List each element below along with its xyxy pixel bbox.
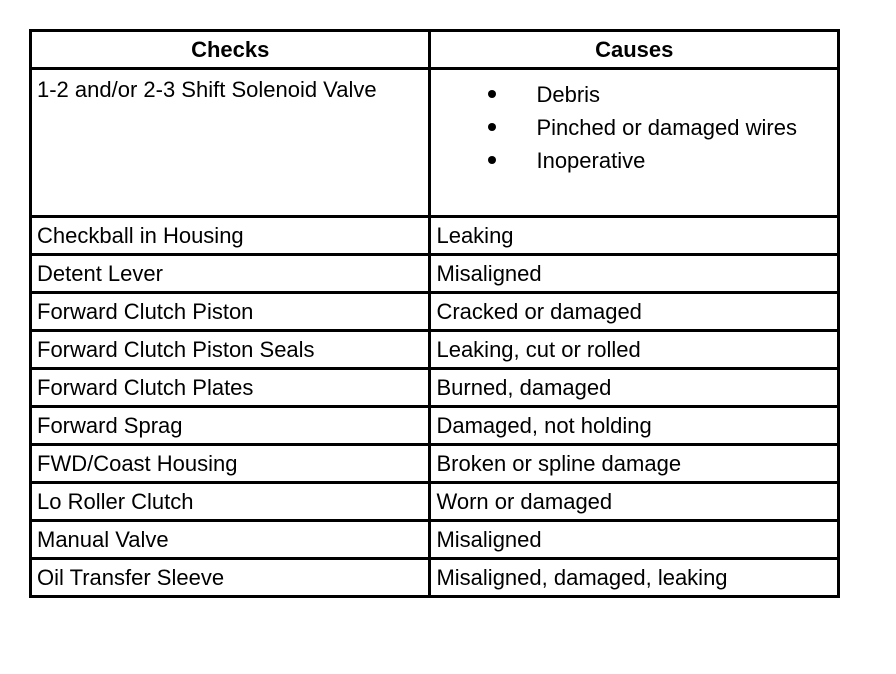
table-row [31, 369, 839, 407]
cause-cell: Broken or spline damage [430, 445, 839, 483]
table-row [31, 559, 839, 597]
check-cell: FWD/Coast Housing [31, 445, 430, 483]
table-row [31, 483, 839, 521]
diagnosis-table [29, 29, 840, 598]
check-cell: Manual Valve [31, 521, 430, 559]
cause-cell: Worn or damaged [430, 483, 839, 521]
cause-cell: Leaking, cut or rolled [430, 331, 839, 369]
check-cell: Detent Lever [31, 255, 430, 293]
table-row [31, 445, 839, 483]
causes-column-header: Causes [430, 31, 839, 69]
table-row [31, 217, 839, 255]
check-cell: Forward Clutch Piston [31, 293, 430, 331]
check-cell: Lo Roller Clutch [31, 483, 430, 521]
cause-bullet-list [436, 70, 837, 177]
cause-cell: Burned, damaged [430, 369, 839, 407]
bullet-icon [488, 123, 496, 131]
table-row [31, 69, 839, 217]
check-cell: 1-2 and/or 2-3 Shift Solenoid Valve [31, 69, 430, 217]
cause-cell: Damaged, not holding [430, 407, 839, 445]
cause-cell [430, 69, 839, 217]
table-header-row [31, 31, 839, 69]
table-row [31, 255, 839, 293]
check-cell: Forward Clutch Piston Seals [31, 331, 430, 369]
cause-cell: Misaligned [430, 255, 839, 293]
check-cell: Forward Sprag [31, 407, 430, 445]
table-row [31, 331, 839, 369]
cause-cell: Misaligned, damaged, leaking [430, 559, 839, 597]
table-row [31, 293, 839, 331]
cause-text: Inoperative [536, 148, 646, 173]
cause-cell: Cracked or damaged [430, 293, 839, 331]
cause-text: Debris [536, 82, 601, 107]
check-cell: Oil Transfer Sleeve [31, 559, 430, 597]
cause-list-item [436, 78, 837, 111]
cause-cell: Misaligned [430, 521, 839, 559]
cause-list-item [436, 144, 837, 177]
cause-list-item [436, 111, 837, 144]
bullet-icon [488, 156, 496, 164]
checks-column-header: Checks [31, 31, 430, 69]
cause-cell: Leaking [430, 217, 839, 255]
cause-text: Pinched or damaged wires [536, 115, 797, 140]
check-cell: Forward Clutch Plates [31, 369, 430, 407]
bullet-icon [488, 90, 496, 98]
table-row [31, 407, 839, 445]
check-cell: Checkball in Housing [31, 217, 430, 255]
table-row [31, 521, 839, 559]
